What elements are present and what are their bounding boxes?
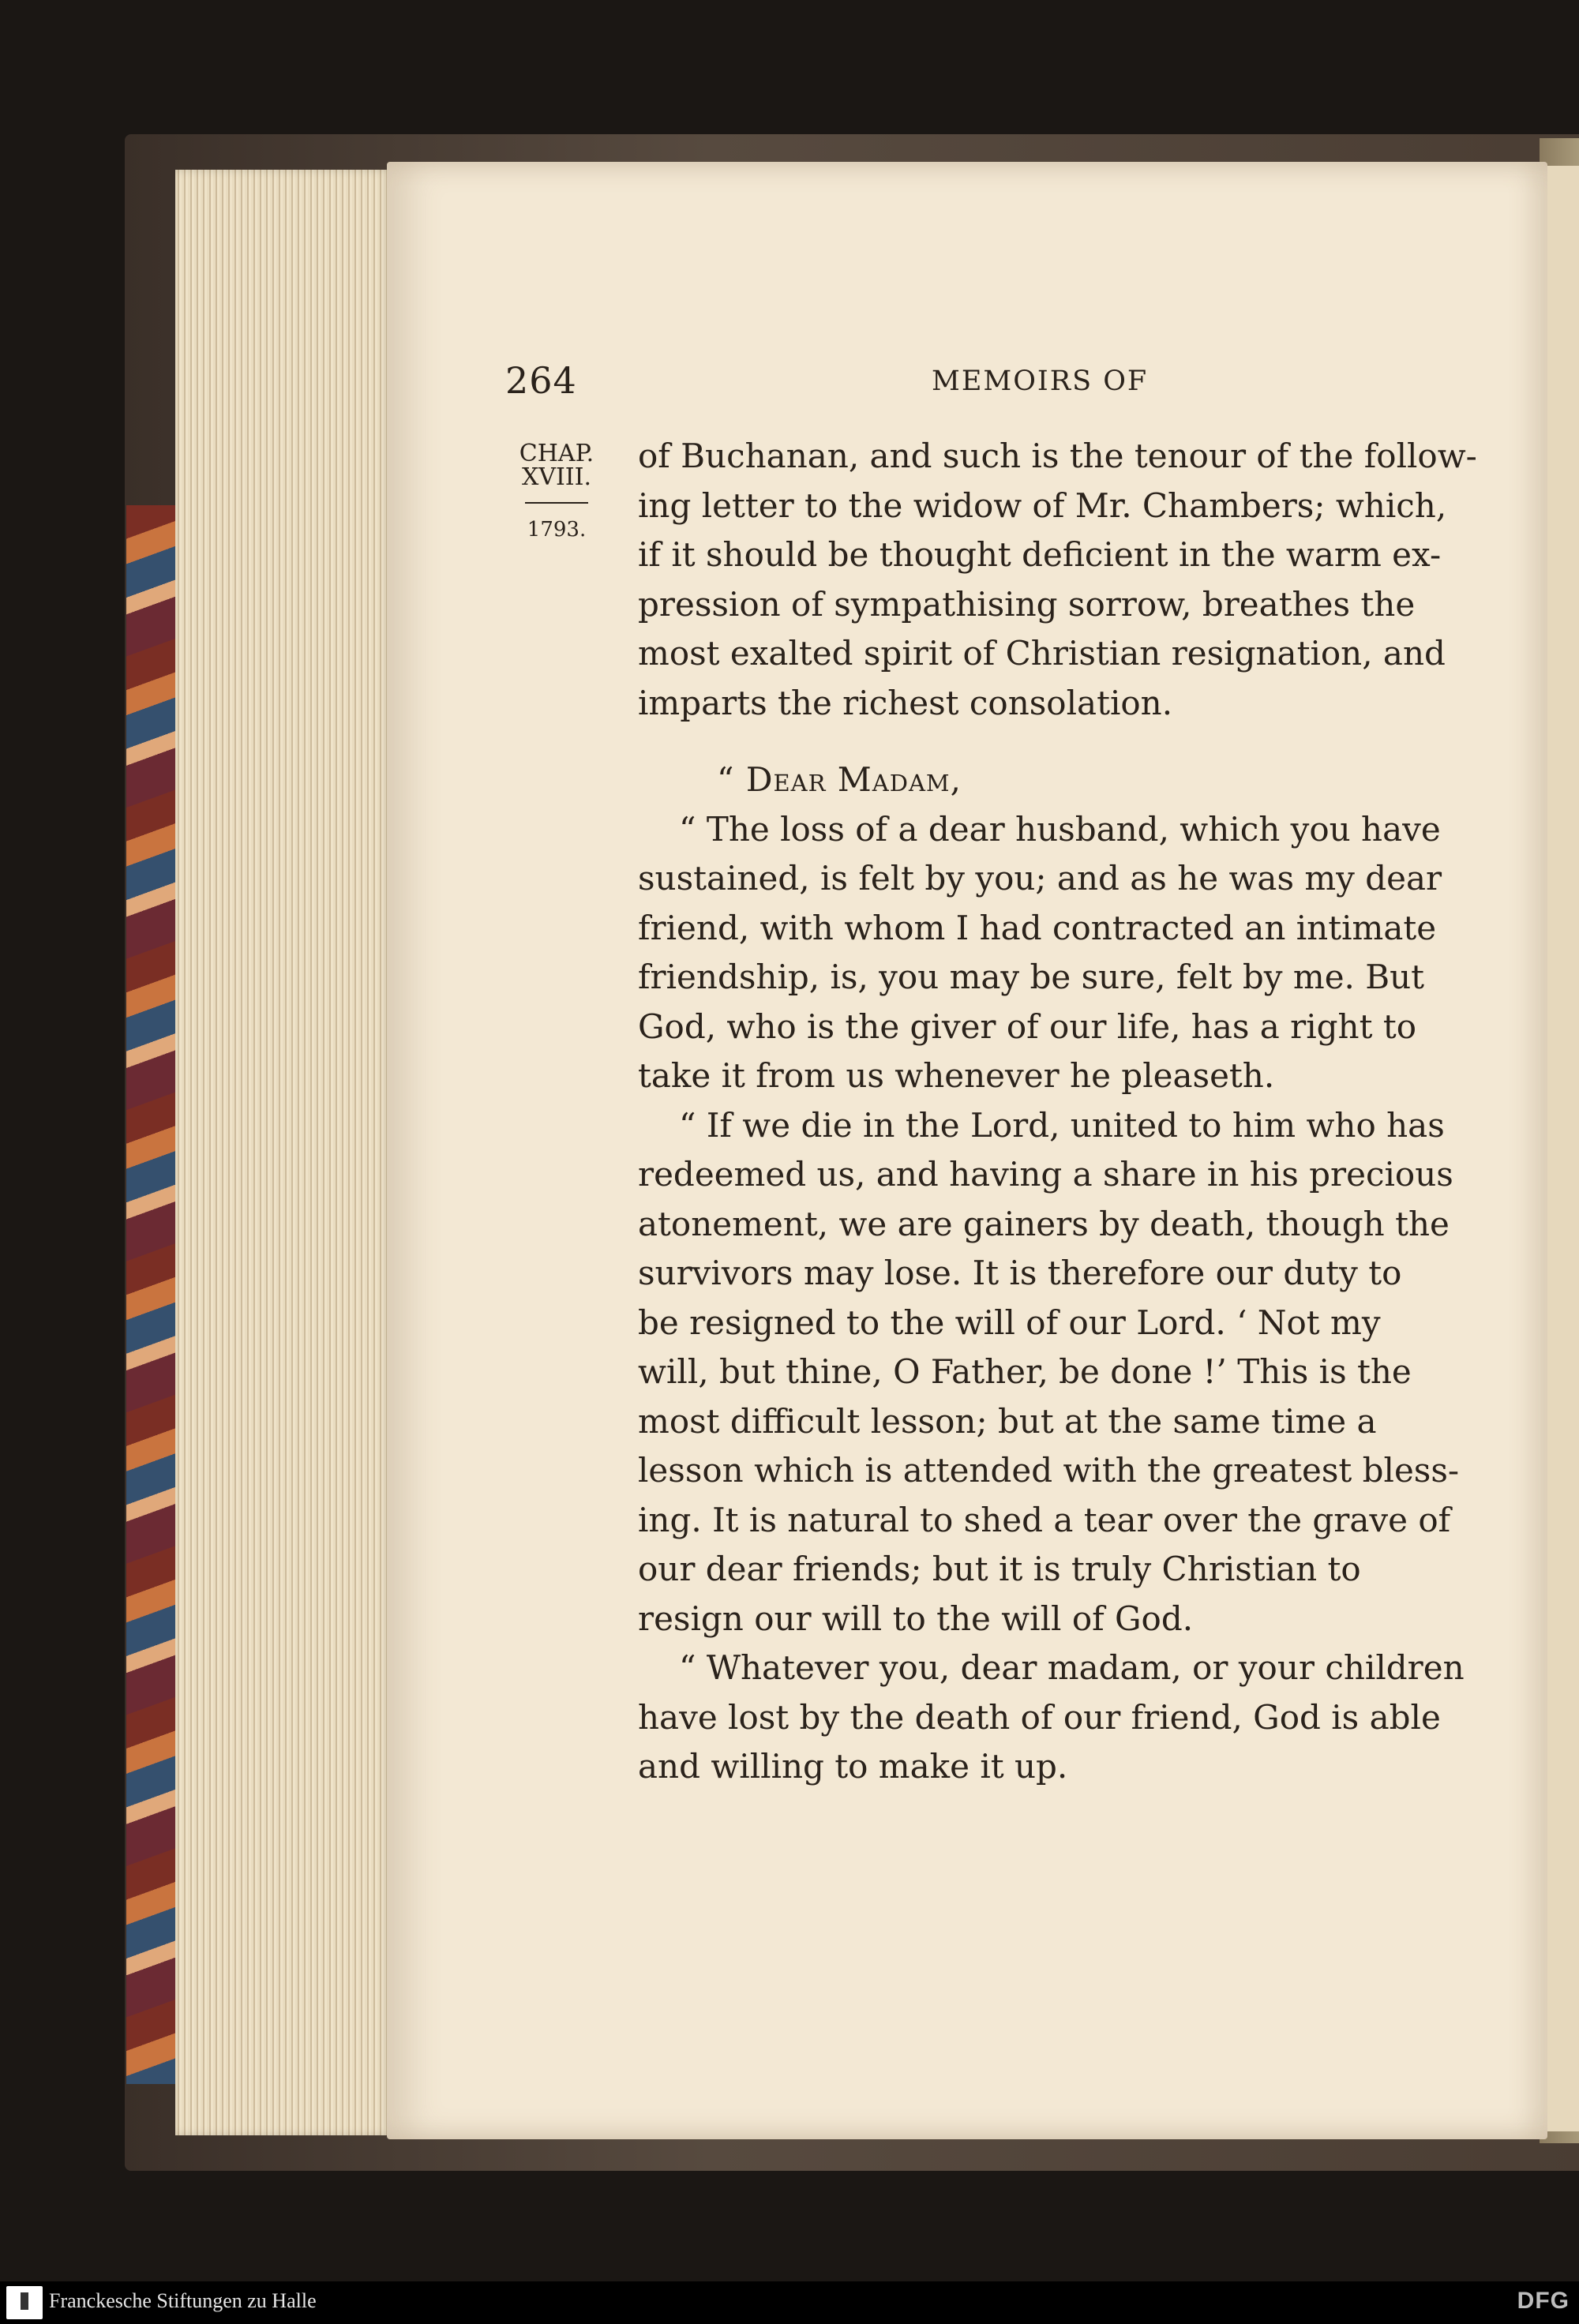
text-line: “ Whatever you, dear madam, or your children bbox=[679, 1648, 1465, 1687]
facing-page-edge bbox=[1543, 166, 1579, 2131]
text-line: lesson which is attended with the greatest bless- bbox=[638, 1451, 1460, 1490]
text-line: most difficult lesson; but at the same time a bbox=[638, 1401, 1377, 1441]
letter-salutation: “ Dear Madam, bbox=[717, 760, 962, 799]
text-line: resign our will to the will of God. bbox=[638, 1599, 1194, 1638]
running-head: MEMOIRS OF bbox=[932, 365, 1149, 397]
text-line: and willing to make it up. bbox=[638, 1747, 1068, 1786]
text-line: redeemed us, and having a share in his precious bbox=[638, 1155, 1453, 1194]
marbled-endpaper bbox=[126, 505, 182, 2084]
text-line: of Buchanan, and such is the tenour of the follow- bbox=[638, 437, 1477, 475]
chapter-number: XVIII. bbox=[521, 463, 592, 491]
institution-logo bbox=[6, 2286, 43, 2319]
text-line: most exalted spirit of Christian resignation, and bbox=[638, 634, 1446, 673]
text-line: sustained, is felt by you; and as he was my dear bbox=[638, 859, 1442, 898]
body-text bbox=[638, 432, 1477, 1792]
text-line: our dear friends; but it is truly Christian to bbox=[638, 1550, 1361, 1588]
text-line: “ The loss of a dear husband, which you have bbox=[679, 809, 1441, 849]
institution-name: Franckesche Stiftungen zu Halle bbox=[49, 2289, 317, 2312]
text-line: take it from us whenever he pleaseth. bbox=[638, 1056, 1275, 1095]
text-line: ing letter to the widow of Mr. Chambers; which, bbox=[638, 485, 1447, 525]
text-line: be resigned to the will of our Lord. ‘ Not my bbox=[638, 1303, 1381, 1342]
book-page bbox=[387, 162, 1547, 2139]
text-line: if it should be thought deficient in the warm ex- bbox=[638, 535, 1442, 574]
text-line: ing. It is natural to shed a tear over the grave of bbox=[638, 1500, 1451, 1539]
margin-rule bbox=[525, 502, 588, 504]
text-line: God, who is the giver of our life, has a right to bbox=[638, 1006, 1416, 1046]
text-line: “ If we die in the Lord, united to him who has bbox=[679, 1105, 1445, 1145]
page-number: 264 bbox=[505, 359, 577, 402]
paragraph-gap bbox=[638, 728, 1427, 755]
page-block-edges bbox=[175, 170, 392, 2135]
text-line: have lost by the death of our friend, God is able bbox=[638, 1697, 1441, 1737]
text-line: pression of sympathising sorrow, breathes the bbox=[638, 584, 1416, 624]
margin-year: 1793. bbox=[527, 518, 587, 542]
text-line: will, but thine, O Father, be done !’ This is the bbox=[638, 1352, 1412, 1391]
funder-logo: DFG bbox=[1517, 2288, 1570, 2314]
margin-note bbox=[505, 442, 608, 542]
text-line: imparts the richest consolation. bbox=[638, 683, 1173, 722]
text-line: friendship, is, you may be sure, felt by me. But bbox=[638, 958, 1425, 996]
text-line: atonement, we are gainers by death, though the bbox=[638, 1204, 1450, 1243]
chapter-label: CHAP. bbox=[519, 440, 594, 467]
text-line: friend, with whom I had contracted an intimate bbox=[638, 908, 1437, 947]
text-line: survivors may lose. It is therefore our duty to bbox=[638, 1254, 1402, 1292]
